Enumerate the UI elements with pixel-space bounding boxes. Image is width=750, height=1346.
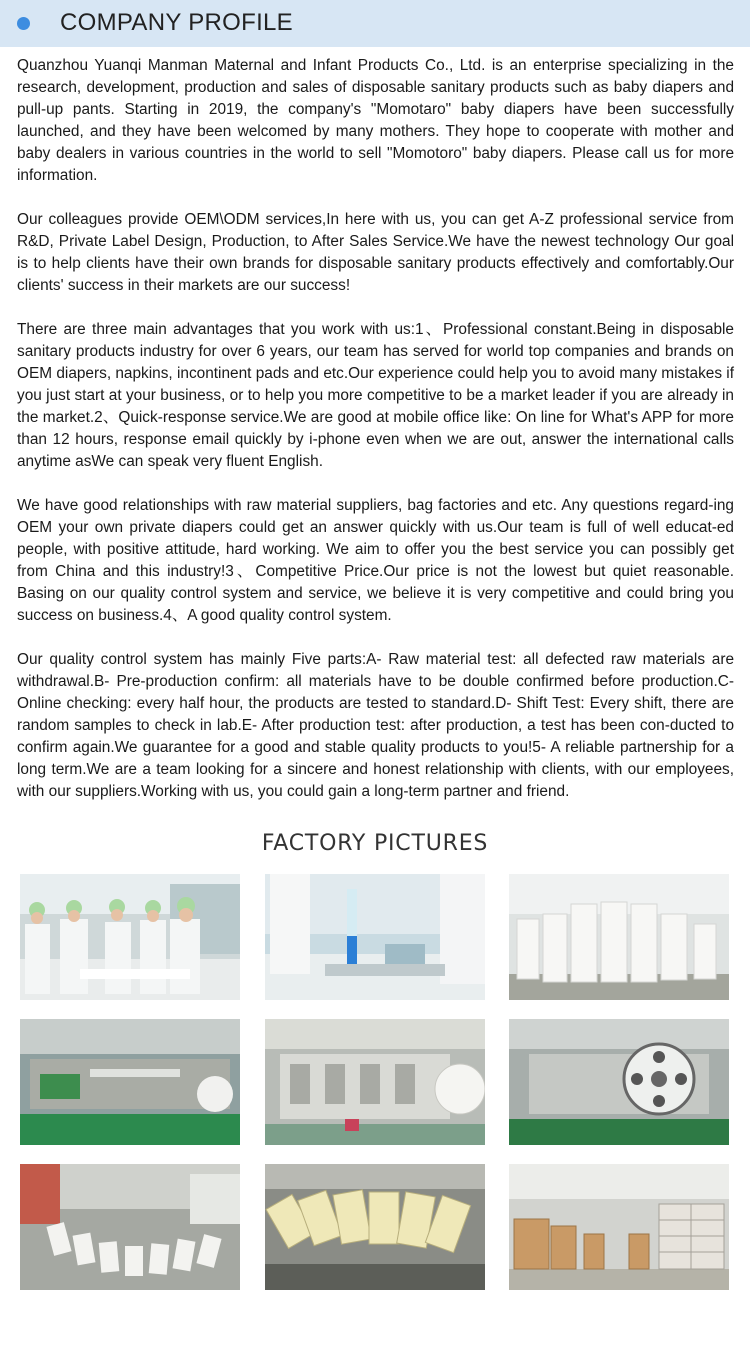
machine-reel-photo	[509, 1019, 729, 1145]
profile-paragraph: There are three main advantages that you work with us:1、Professional constant.Being in disposable sanitary products industry for over 6 years, our team has served for world top companies and brands on OEM diapers, napkins, incontinent pads and etc.Our experience could help you to avoid many mistakes if you just start at your business, or to help you more competitive to be a market leader if you are already in the market.2、Quick-response service.We are good at mobile office like: On line for What's APP for more than 12 hours, response email quickly by i-phone even when we are out, answer the international calls anytime asWe can speak very fluent English.	[17, 321, 734, 470]
diaper-machine-photo	[265, 1019, 485, 1145]
profile-paragraph: Quanzhou Yuanqi Manman Maternal and Infant Products Co., Ltd. is an enterprise specializing in the research, development, production and sales of disposable sanitary products such as baby diapers and pull-up pants. Starting in 2019, the company's "Momotaro" baby diapers have been successfully launched, and they have been welcomed by many mothers. They hope to cooperate with mother and baby dealers in various countries in the world to sell "Momotoro" baby diapers. Please call us for more information.	[17, 57, 734, 184]
profile-paragraph: Our quality control system has mainly Five parts:A- Raw material test: all defected raw materials are withdrawal.B- Pre-production confirm: all materials have to be double confirmed before production.C- Online checking: every half hour, the products are tested to standard.D- Shift Test: Every shift, there are random samples to check in lab.E- After production test: after production, a test has been con-ducted to confirm again.We guarantee for a good and stable quality products to you!5- A reliable partnership for a long term.We are a team looking for a sincere and honest relationship with clients, with our employees, with our suppliers.Working with us, you could gain a long-term partner and friend.	[17, 651, 734, 800]
lab-workers-photo	[20, 874, 240, 1000]
lab-test-photo	[265, 874, 485, 1000]
company-profile-text	[17, 55, 734, 803]
pads-conveyor-photo	[265, 1164, 485, 1290]
factory-pictures-title: FACTORY PICTURES	[261, 831, 489, 856]
profile-paragraph: Our colleagues provide OEM\ODM services,In here with us, you can get A-Z professional service from R&D, Private Label Design, Production, to After Sales Service.We have the newest technology Our goal is to help clients have their own brands for disposable sanitary products effectively and comfortably.Our clients' success in their markets are our success!	[17, 211, 734, 294]
warehouse-photo	[509, 1164, 729, 1290]
profile-paragraph: We have good relationships with raw material suppliers, bag factories and etc. Any questions regard-ing OEM your own private diapers could get an answer quickly with us.Our team is full of well educat-ed people, with positive attitude, hard working. We aim to offer you the best service you can possibly get from China and this industry!3、Competitive Price.Our price is not the lowest but quiet reasonable. Basing on our quality control system and service, we believe it is very competitive and could bring you success on business.4、A good quality control system.	[17, 497, 734, 624]
production-line-photo	[20, 1019, 240, 1145]
section-header	[0, 0, 750, 47]
page-title: COMPANY PROFILE	[60, 9, 293, 36]
raw-material-rolls-photo	[509, 874, 729, 1000]
bullet-dot-icon	[17, 17, 30, 30]
packing-line-photo	[20, 1164, 240, 1290]
